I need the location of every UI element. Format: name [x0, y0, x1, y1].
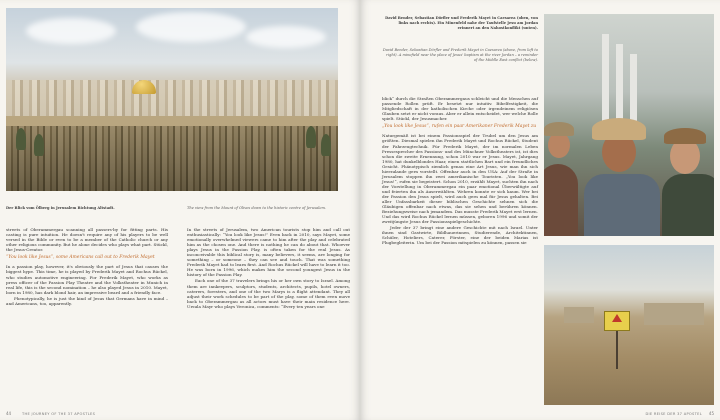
pull-quote: „You look like Jesus“, rufen ein paar Amerikaner Frederik Mayet zu	[382, 124, 537, 130]
caption-people-en: David Bender, Sebastian Dörfler and Frederik Mayet in Caesarea (above, from left to right). A minefield near the place of Jesus' baptism at the river Jordan – a reminder of the Middle East conflict (below).	[382, 48, 538, 62]
running-title-left: THE JOURNEY OF THE 37 APOSTLES	[22, 412, 96, 416]
caption-jerusalem-de: Der Blick vom Ölberg in Jerusalem Richtung Altstadt.	[6, 206, 115, 210]
photo-passion-play-actors	[544, 14, 714, 236]
left-column-2	[187, 227, 350, 310]
paragraph: Naturgemäß ist bei einem Passionsspiel der Trubel um den Jesus am größten. Diesmal spielen ihn Frederik Mayet und Rochus Rückel, Student der Fahrzeugtechnik. Für Frederik Mayet, der im normalen Leben Pressesprecher des Passions- und des Münchner Volkstheaters ist, ist dies schon die zweite Ernennung, schon 2010 war er Jesus. Mayet, Jahrgang 1980, hat dunkelblondes Haar, einen stattlichen Bart und ein freundliches Gesicht. Phänotypisch ziemlich genau eine Art Jesus, wie man ihn sich hierzulande gern vorstellt. Offenbar auch in den USA: Auf der Straße in Jerusalem stoppen ihn zwei amerikanische Touristen. „You look like Jesus!“, rufen sie begeistert. Schon 2010, erzählt Mayet, suchten ihn nach der Vorstellung in Oberammergau ein paar emotional Überwältigte auf und feierten ihn als Auserwählten. Wehren konnte er sich kaum. Wer bei der Passion den Jesus spielt, wird auch gern mal für Jesus gehalten. Bei aller Unfassbarkeit dieser biblischen Geschichte sehnen sich die Gläubigen offenbar nach etwas, das sie sehen und berühren können. Beziehungsweise nach jemandem. Das musste Frederik Mayet erst lernen. Und das wird Rochus Rückel lernen müssen, geboren 1996 und somit der zweitjüngste Jesus der Passionsspielgeschichte.	[382, 133, 538, 225]
paragraph: blick“ durch die Straßen Oberammergaus schleicht und die Menschen auf passende Rollen prüft. Er besetzt nur intuitiv. Bibelfestigkeit, die Mitgliedschaft in der katholischen Kirche oder irgendeinem religiösen Glauben setzt er nicht voraus. Aber er allein entscheidet, wer welche Rolle spielt. Stückl, der Jesusmacher.	[382, 96, 539, 122]
page-number-left: 44	[6, 411, 12, 416]
pull-quote: “You look like Jesus”, some Americans call out to Frederik Mayet	[6, 255, 155, 261]
paragraph: Jeder der 37 bringt eine andere Geschichte mit nach Israel. Unter ihnen sind Gastwirte, Bildhauerinnen, Studierende, Architektinnen, Schüler, Hoteliers, Caterer, Förster, eine der beiden Marias ist Flugbegleiterin. Um bei der Passion mitspielen zu können, passen sie	[382, 225, 538, 246]
paragraph: In the streets of Jerusalem, two American tourists stop him and call out enthusiastically: “You look like Jesus!” Even back in 2010, says Mayet, some emotionally overwhelmed viewers came to him after the play and celebrated him as the chosen one. And there is nothing he can do about that. Whoever plays Jesus in the Passion Play, is often taken for the real Jesus. As inconceivable this biblical story is, many believers, it seems, are longing for something – or someone – they can see and touch. That was something Frederik Mayet had to learn first. And Rochus Rückel will have to learn it too. He was born in 1996, which makes him the second youngest Jesus in the history of the Passion Play.	[187, 227, 350, 278]
right-page	[360, 0, 720, 420]
paragraph: Phenotypically, he is just the kind of Jesus that Germans have in mind – and Americans, too, apparently.	[6, 295, 168, 306]
paragraph: In a passion play, however, it's obviously the part of Jesus that causes the biggest hype. This time, he is played by Frederik Mayet and Rochus Rückel, who studies automotive engineering. For Frederik Mayet, who works as press officer of the Passion Play Theatre and the Volkstheater in Munich in real life, this is the second nomination – he also played Jesus in 2010. Mayet, born in 1980, has dark blond hair, an impressive beard and a friendly face.	[6, 264, 168, 295]
paragraph: streets of Oberammergau scanning all passers-by for fitting parts. His casting is pure intuition. He doesn't require any of his players to be well versed in the Bible or even to be a member of the Catholic church or any other religious community. But he alone decides who plays what part. Stückl, the Jesus-Creator.	[6, 227, 168, 253]
page-number-right: 45	[708, 411, 714, 416]
photo-minefield-sign	[544, 245, 714, 405]
running-title-right: DIE REISE DER 37 APOSTEL	[645, 412, 702, 416]
photo-jerusalem-panorama	[6, 8, 338, 191]
caption-people-de: David Bender, Sebastian Dörfler und Frederik Mayet in Caesarea (oben, von links nach rechts). Ein Minenfeld nahe der Taufstelle Jesu am Jordan erinnert an den Nahostkonflikt (unten).	[385, 16, 538, 30]
caption-jerusalem-en: The view from the Mount of Olives down to the historic centre of Jerusalem.	[187, 206, 327, 210]
right-column	[382, 96, 538, 246]
paragraph: Each one of the 37 travelers brings his or her own story to Israel. Among them are innkeepers, sculptors, students, architects, pupils, hotel owners, caterers, foresters, and one of the two Marys is a flight attendant. They all adjust their work schedules to be part of the play, some of them even move back to Oberammergau as all actors must have their main residence here. Ursula Mayr who plays Veronica, comments: “Every ten years one	[187, 278, 350, 309]
left-column-1	[6, 227, 168, 307]
